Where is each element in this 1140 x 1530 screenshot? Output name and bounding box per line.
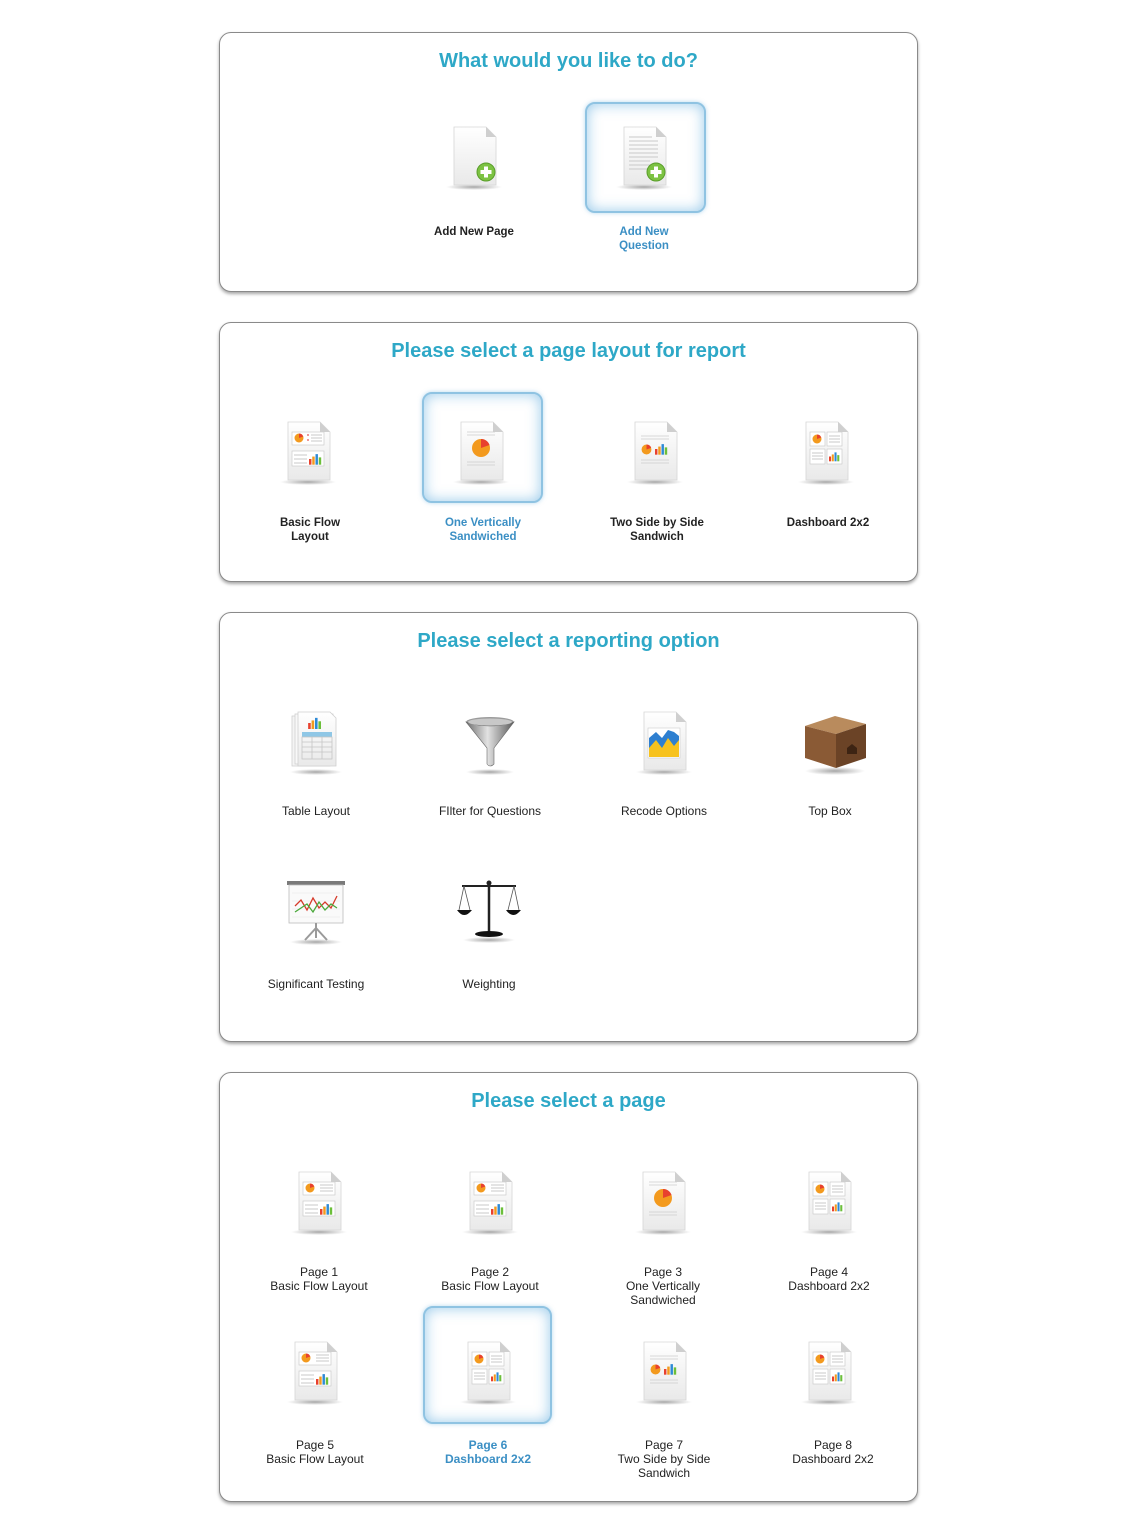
recode-options-label: Recode Options [620,804,708,818]
recode-chart-icon [634,708,694,778]
page-select-panel [219,1072,918,1502]
layout-dashboard-icon [799,1168,859,1238]
layout-basic-flow-icon [285,1338,345,1408]
easel-chart-icon [283,878,349,948]
action-panel [219,32,918,292]
add-new-question-label: Add New Question [619,226,669,252]
layout-panel [219,322,918,582]
page-select-panel-title: Please select a page [471,1090,666,1112]
page-7-option[interactable] [599,1333,729,1483]
scale-icon [456,878,522,948]
layout-two-side-by-side-label: Two Side by Side Sandwich [610,517,704,543]
weighting-label: Weighting [462,977,516,991]
page-2-label: Page 2 Basic Flow Layout [441,1265,539,1293]
significant-testing-option[interactable] [251,878,381,1008]
add-new-question-option[interactable] [579,113,709,253]
add-new-page-label: Add New Page [434,226,514,238]
page-5-option[interactable] [250,1333,380,1483]
add-new-page-option[interactable] [409,113,539,253]
layout-one-vertically-icon [451,418,511,488]
layout-one-vertically-icon [633,1168,693,1238]
layout-one-vertically-option[interactable] [418,408,548,548]
page-3-label: Page 3 One Vertically Sandwiched [625,1265,701,1307]
layout-one-vertically-label: One Vertically Sandwiched [444,517,522,543]
filter-for-questions-option[interactable] [425,708,555,838]
layout-dashboard-label: Dashboard 2x2 [786,517,870,529]
action-panel-title: What would you like to do? [439,50,698,72]
layout-dashboard-icon [796,418,856,488]
add-question-icon [614,123,674,193]
page-4-option[interactable] [764,1163,894,1313]
top-box-option[interactable] [765,708,895,838]
page-4-label: Page 4 Dashboard 2x2 [788,1265,870,1293]
table-layout-icon [286,708,346,778]
reporting-option-panel-title: Please select a reporting option [417,630,720,652]
weighting-option[interactable] [424,878,554,1008]
page-6-option[interactable] [423,1333,553,1483]
layout-dashboard-icon [458,1338,518,1408]
add-page-icon [444,123,504,193]
page-3-option[interactable] [598,1163,728,1313]
filter-for-questions-label: FIlter for Questions [438,804,542,818]
table-layout-option[interactable] [251,708,381,838]
page-8-option[interactable] [768,1333,898,1483]
reporting-option-panel [219,612,918,1042]
page-6-label: Page 6 Dashboard 2x2 [444,1438,532,1466]
layout-basic-flow-option[interactable] [245,408,375,548]
page-8-label: Page 8 Dashboard 2x2 [792,1438,874,1466]
page-2-option[interactable] [425,1163,555,1313]
recode-options-option[interactable] [599,708,729,838]
layout-two-side-by-side-icon [634,1338,694,1408]
table-layout-label: Table Layout [281,804,351,818]
layout-basic-flow-icon [289,1168,349,1238]
layout-two-side-by-side-icon [625,418,685,488]
layout-panel-title: Please select a page layout for report [391,340,746,362]
page-7-label: Page 7 Two Side by Side Sandwich [617,1438,711,1480]
page-1-label: Page 1 Basic Flow Layout [270,1265,368,1293]
layout-basic-flow-label: Basic Flow Layout [279,517,341,543]
significant-testing-label: Significant Testing [267,977,365,991]
top-box-label: Top Box [808,804,852,818]
layout-dashboard-option[interactable] [763,408,893,548]
layout-basic-flow-icon [460,1168,520,1238]
page-1-option[interactable] [254,1163,384,1313]
layout-basic-flow-icon [278,418,338,488]
layout-dashboard-icon [799,1338,859,1408]
layout-two-side-by-side-option[interactable] [592,408,722,548]
funnel-icon [460,708,520,778]
page-5-label: Page 5 Basic Flow Layout [266,1438,364,1466]
box-icon [800,708,870,778]
